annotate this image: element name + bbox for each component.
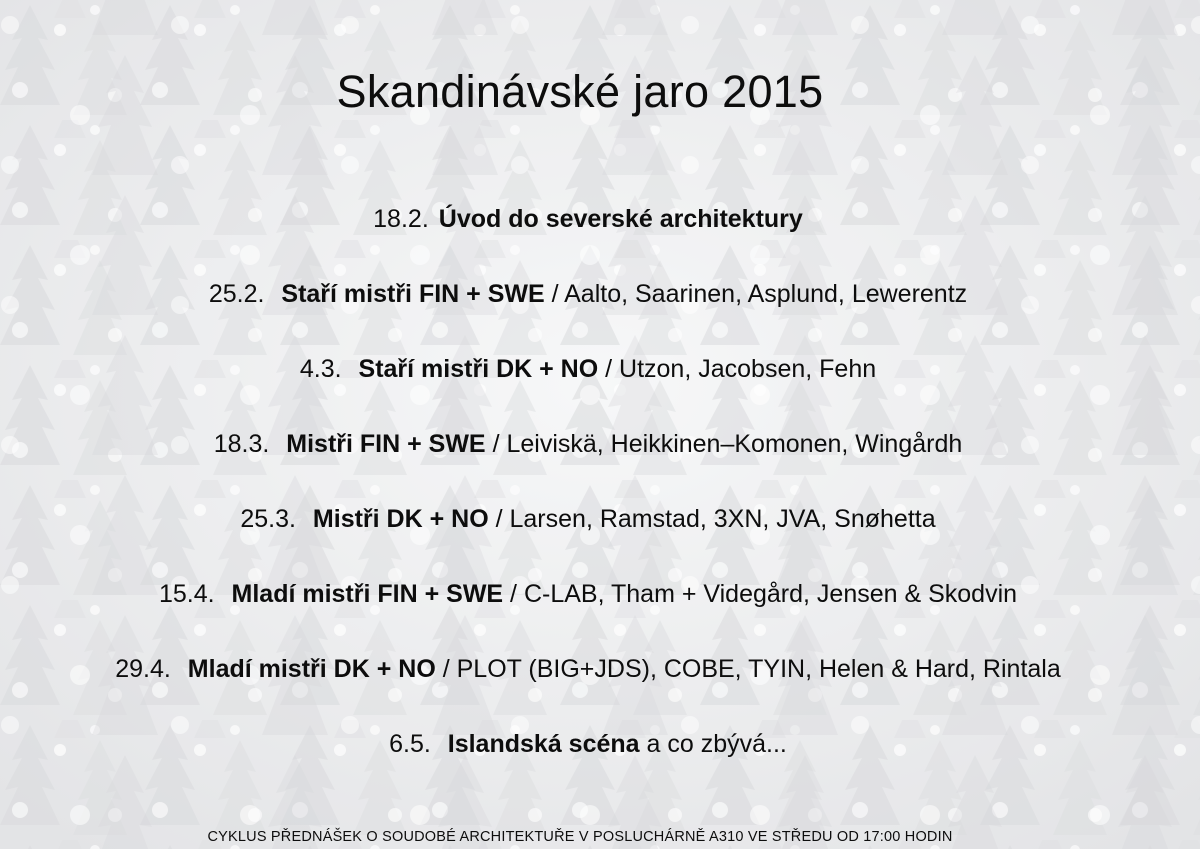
lecture-date: 18.2. (373, 205, 429, 233)
lecture-date: 4.3. (299, 355, 342, 383)
lecture-topic: Mladí mistři DK + NO (187, 655, 436, 683)
lecture-item (0, 721, 1176, 796)
footer-note: CYKLUS PŘEDNÁŠEK O SOUDOBÉ ARCHITEKTUŘE V POSLUCHÁRNĚ A310 VE STŘEDU OD 17:00 HODIN (207, 829, 953, 845)
lecture-topic: Mladí mistři FIN + SWE (231, 580, 504, 608)
lecture-date: 25.2. (208, 280, 265, 308)
lecture-item (0, 346, 1176, 421)
lecture-item (0, 646, 1176, 721)
lecture-topic: Mistři FIN + SWE (286, 430, 486, 458)
lecture-item (0, 196, 1176, 271)
lecture-tail: a co zbývá... (646, 730, 787, 758)
lecture-item (0, 271, 1176, 346)
lecture-item (0, 496, 1176, 571)
lecture-topic: Islandská scéna (447, 730, 640, 758)
lecture-date: 25.3. (240, 505, 296, 533)
lecture-item (0, 571, 1176, 646)
lecture-architects: / Utzon, Jacobsen, Fehn (605, 355, 877, 383)
lecture-date: 6.5. (389, 730, 431, 758)
lecture-item (0, 421, 1176, 496)
lecture-architects: / C-LAB, Tham + Videgård, Jensen & Skodvin (510, 580, 1018, 608)
poster-title: Skandinávské jaro 2015 (336, 66, 824, 117)
lecture-date: 18.3. (213, 430, 270, 458)
lecture-date: 29.4. (115, 655, 171, 683)
lecture-architects: / Leiviskä, Heikkinen–Komonen, Wingårdh (492, 430, 963, 458)
lecture-topic: Mistři DK + NO (312, 505, 489, 533)
lecture-topic: Staří mistři FIN + SWE (281, 280, 545, 308)
lecture-topic: Úvod do severské architektury (438, 205, 803, 233)
lecture-architects: / PLOT (BIG+JDS), COBE, TYIN, Helen & Hard, Rintala (442, 655, 1061, 683)
lecture-architects: / Larsen, Ramstad, 3XN, JVA, Snøhetta (495, 505, 936, 533)
lecture-architects: / Aalto, Saarinen, Asplund, Lewerentz (551, 280, 968, 308)
lecture-list (0, 196, 1176, 796)
lecture-date: 15.4. (158, 580, 215, 608)
lecture-topic: Staří mistři DK + NO (358, 355, 599, 383)
